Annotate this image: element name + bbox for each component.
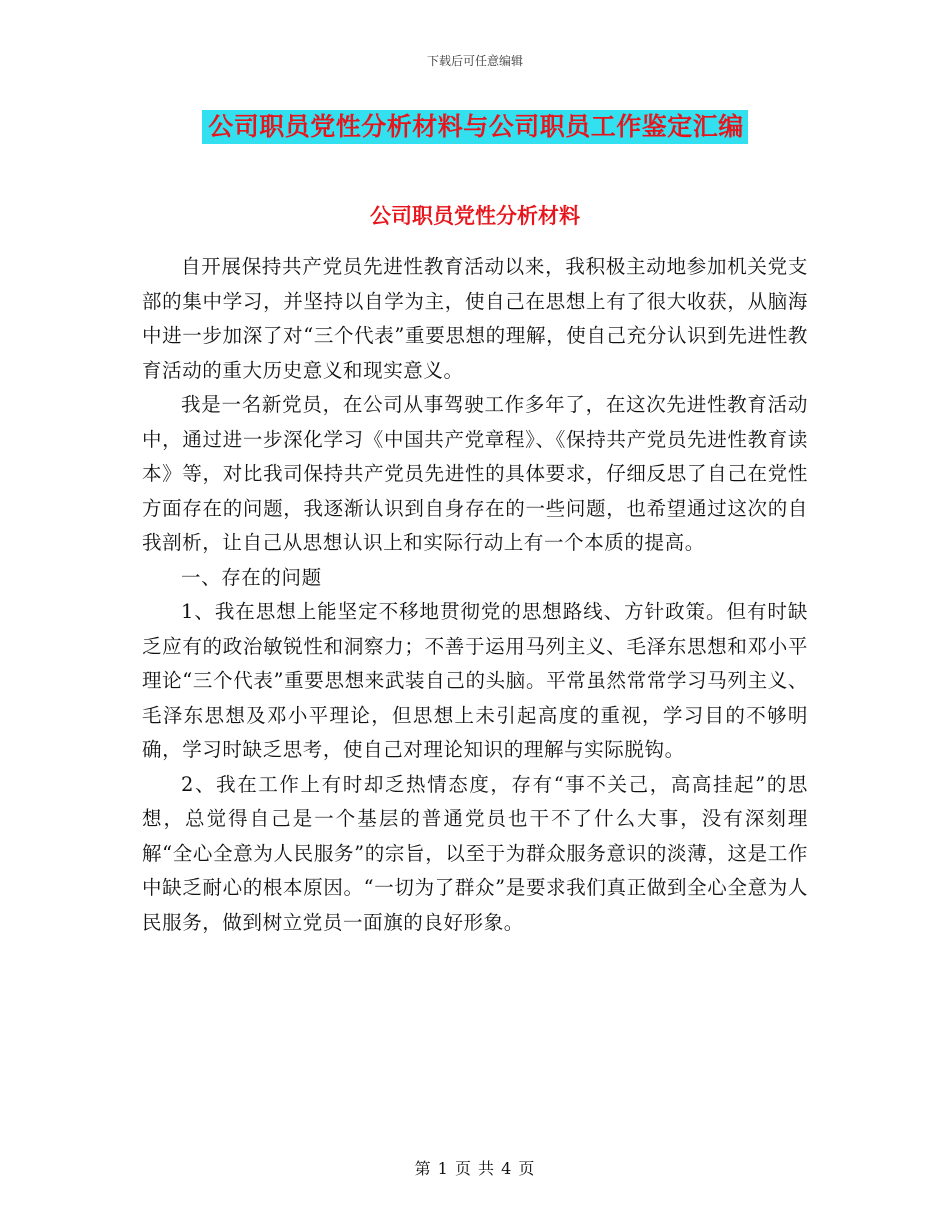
- section-title: 公司职员党性分析材料: [370, 204, 580, 228]
- paragraph: 1、我在思想上能坚定不移地贯彻党的思想路线、方针政策。但有时缺乏应有的政治敏锐性和洞察力；不善于运用马列主义、毛泽东思想和邓小平理论“三个代表”重要思想来武装自己的头脑。平常虽然常常学习马列主义、毛泽东思想及邓小平理论，但思想上未引起高度的重视，学习目的不够明确，学习时缺乏思考，使自己对理论知识的理解与实际脱钩。: [142, 600, 808, 761]
- paragraph: 自开展保持共产党员先进性教育活动以来，我积极主动地参加机关党支部的集中学习，并坚持以自学为主，使自己在思想上有了很大收获，从脑海中进一步加深了对“三个代表”重要思想的理解，使自己充分认识到先进性教育活动的重大历史意义和现实意义。: [142, 255, 808, 382]
- paragraph: 我是一名新党员，在公司从事驾驶工作多年了，在这次先进性教育活动中，通过进一步深化学习《中国共产党章程》、《保持共产党员先进性教育读本》等，对比我司保持共产党员先进性的具体要求，仔细反思了自己在党性方面存在的问题，我逐渐认识到自身存在的一些问题，也希望通过这次的自我剖析，让自己从思想认识上和实际行动上有一个本质的提高。: [142, 393, 808, 554]
- page-indicator: 第 1 页 共 4 页: [414, 1159, 536, 1178]
- section-heading: 一、存在的问题: [181, 565, 322, 589]
- main-title: 公司职员党性分析材料与公司职员工作鉴定汇编: [202, 110, 748, 144]
- header-note: 下载后可任意编辑: [426, 54, 523, 68]
- document-body: [142, 250, 808, 940]
- main-title-wrap: [0, 110, 950, 144]
- paragraph: 2、我在工作上有时却乏热情态度，存有“事不关己，高高挂起”的思想，总觉得自己是一个基层的普通党员也干不了什么大事，没有深刻理解“全心全意为人民服务”的宗旨，以至于为群众服务意识的淡薄，这是工作中缺乏耐心的根本原因。“一切为了群众”是要求我们真正做到全心全意为人民服务，做到树立党员一面旗的良好形象。: [142, 772, 808, 934]
